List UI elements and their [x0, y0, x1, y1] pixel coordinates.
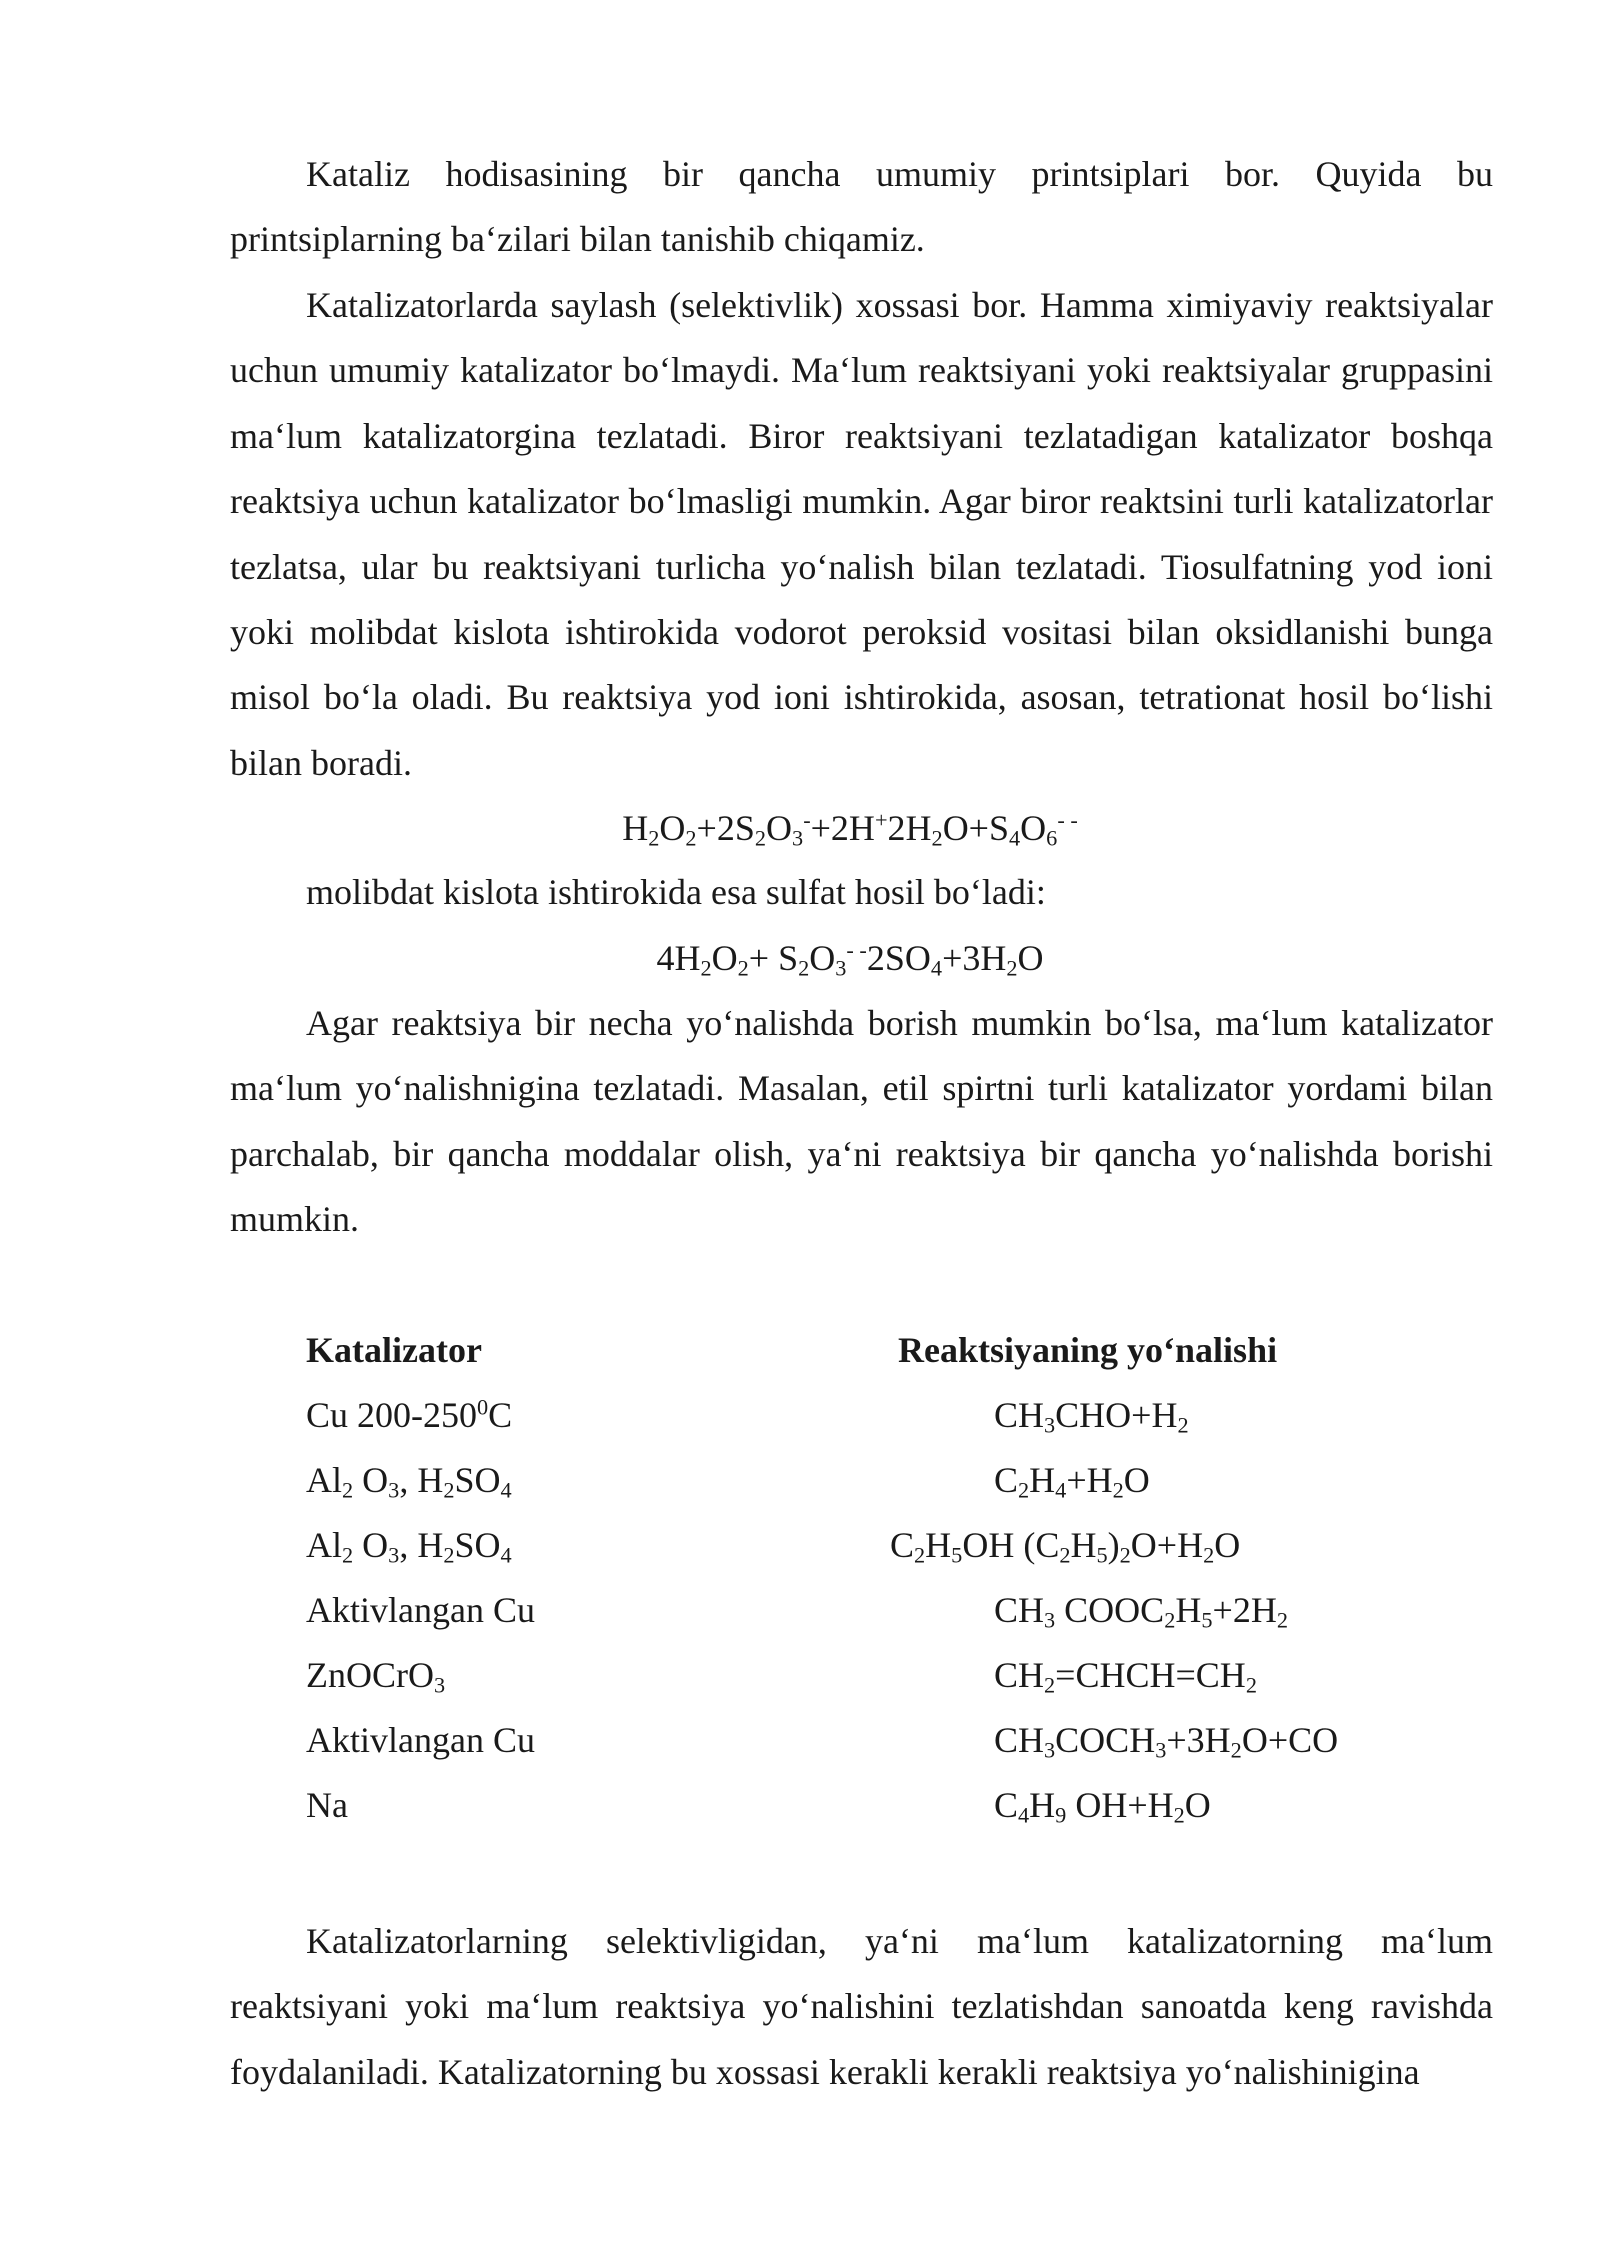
paragraph-sulfate: molibdat kislota ishtirokida esa sulfat hosil bo‘ladi: — [306, 872, 1046, 912]
table-row-direction: $CH_3$ $COOC_2H_5+2H_2$ — [994, 1590, 1288, 1633]
paragraph-intro: Kataliz hodisasining bir qancha umumiy printsiplari bor. Quyida bu printsiplarning ba‘zilari bilan tanishib chiqamiz. — [230, 154, 1493, 260]
table-row-direction: $C_2H_4+H_2O$ — [994, 1460, 1150, 1503]
table-row-direction: $C_2H_5OH$ $(C_2H_5)_2O+H_2O$ — [890, 1525, 1241, 1568]
table-row-direction: $CH_3COCH_3+3H_2O+CO$ — [994, 1720, 1339, 1763]
table-row-catalyst: $Al_2$ $O_3$, $H_2SO_4$ — [306, 1525, 512, 1568]
equation-sulfate: $4H_2O_2+ S_2O_3^{- -}2SO_4+3H_2O$ — [656, 937, 1044, 981]
table-row-catalyst: Na — [306, 1785, 348, 1825]
table-row-catalyst: Cu $200-250^0C$ — [306, 1394, 513, 1435]
table-row-catalyst: $Al_2$ $O_3$, $H_2SO_4$ — [306, 1460, 512, 1503]
equation-tetrationate: $H_2O_2+2S_2O_3^-+2H^+2H_2O+S_4O_6^{- -}$ — [622, 807, 1078, 851]
table-row-direction: $CH_2=CHCH=CH_2$ — [994, 1655, 1257, 1698]
table-row-direction: $CH_3CHO+H_2$ — [994, 1395, 1189, 1438]
table-header-catalyst: Katalizator — [306, 1330, 482, 1370]
table-row-catalyst: Aktivlangan Cu — [306, 1720, 535, 1760]
paragraph-industrial: Katalizatorlarning selektivligidan, ya‘ni ma‘lum katalizatorning ma‘lum reaktsiyani yoki ma‘lum reaktsiya yo‘nalishini tezlatishdan sanoatda keng ravishda foydalaniladi. Katalizatorning bu xossasi kerakli kerakli reaktsiya yo‘nalishinigina — [230, 1921, 1493, 2092]
table-header-direction: Reaktsiyaning yo‘nalishi — [898, 1330, 1278, 1370]
table-row-catalyst: ZnOCrO$_3$ — [306, 1655, 446, 1698]
paragraph-directions: Agar reaktsiya bir necha yo‘nalishda borish mumkin bo‘lsa, ma‘lum katalizator ma‘lum yo‘nalishnigina tezlatadi. Masalan, etil spirtni turli katalizator yordami bilan parchalab, bir qancha moddalar olish, ya‘ni reaktsiya bir qancha yo‘nalishda borishi mumkin. — [230, 1003, 1493, 1240]
table-row-catalyst: Aktivlangan Cu — [306, 1590, 535, 1630]
paragraph-selectivity: Katalizatorlarda saylash (selektivlik) xossasi bor. Hamma ximiyaviy reaktsiyalar uchun umumiy katalizator bo‘lmaydi. Ma‘lum reaktsiyani yoki reaktsiyalar gruppasini ma‘lum katalizatorgina tezlatadi. Biror reaktsiyani tezlatadigan katalizator boshqa reaktsiya uchun katalizator bo‘lmasligi mumkin. Agar biror reaktsini turli katalizatorlar tezlatsa, ular bu reaktsiyani turlicha yo‘nalish bilan tezlatadi. Tiosulfatning yod ioni yoki molibdat kislota ishtirokida vodorot peroksid vositasi bilan oksidlanishi bunga misol bo‘la oladi. Bu reaktsiya yod ioni ishtirokida, asosan, tetrationat hosil bo‘lishi bilan boradi. — [230, 285, 1493, 783]
table-row-direction: $C_4H_9$ $OH+H_2O$ — [994, 1785, 1211, 1828]
